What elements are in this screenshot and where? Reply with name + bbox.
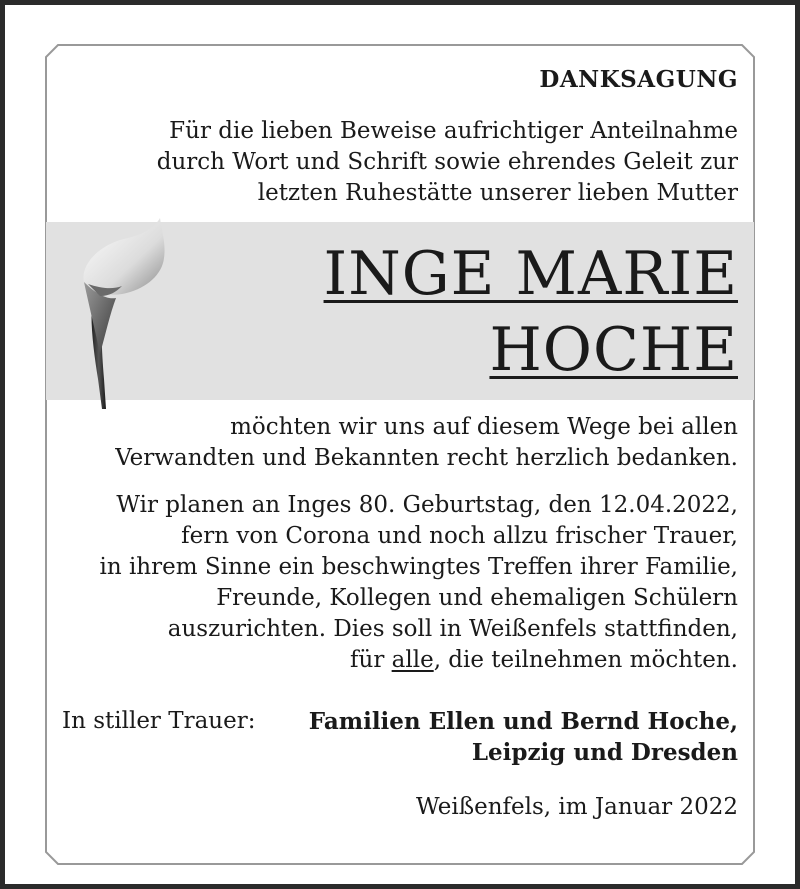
thanks-line: Verwandten und Bekannten recht herzlich bedanken.: [115, 445, 738, 471]
plans-line: Freunde, Kollegen und ehemaligen Schülern: [216, 585, 738, 611]
deceased-name: [324, 236, 738, 388]
heading: DANKSAGUNG: [539, 66, 738, 93]
family-line: Leipzig und Dresden: [471, 739, 738, 766]
name-line: INGE MARIE: [323, 239, 738, 309]
thanks-line: möchten wir uns auf diesem Wege bei allen: [230, 414, 738, 440]
family-signature: [309, 706, 738, 768]
plans-line: in ihrem Sinne ein beschwingtes Treffen ihrer Familie,: [99, 554, 738, 580]
intro-text: [157, 116, 738, 209]
place-date: Weißenfels, im Januar 2022: [415, 794, 738, 820]
intro-line: letzten Ruhestätte unserer lieben Mutter: [257, 180, 738, 206]
plans-last-underlined: alle: [391, 647, 434, 673]
family-line: Familien Ellen und Bernd Hoche,: [308, 708, 738, 735]
name-line: HOCHE: [489, 315, 738, 385]
intro-line: durch Wort und Schrift sowie ehrendes Geleit zur: [156, 149, 738, 175]
plans-line-last: [99, 645, 738, 676]
intro-line: Für die lieben Beweise aufrichtiger Anteilnahme: [169, 118, 738, 144]
mourning-label: In stiller Trauer:: [62, 708, 256, 734]
plans-last-before: für: [350, 647, 392, 673]
plans-last-after: , die teilnehmen möchten.: [433, 647, 738, 673]
plans-line: auszurichten. Dies soll in Weißenfels stattfinden,: [167, 616, 738, 642]
plans-line: fern von Corona und noch allzu frischer Trauer,: [181, 523, 738, 549]
thanks-text: [115, 412, 738, 474]
plans-line: Wir planen an Inges 80. Geburtstag, den 12.04.2022,: [116, 492, 738, 518]
calla-lily-icon: [70, 214, 180, 414]
plans-text: [99, 490, 738, 676]
